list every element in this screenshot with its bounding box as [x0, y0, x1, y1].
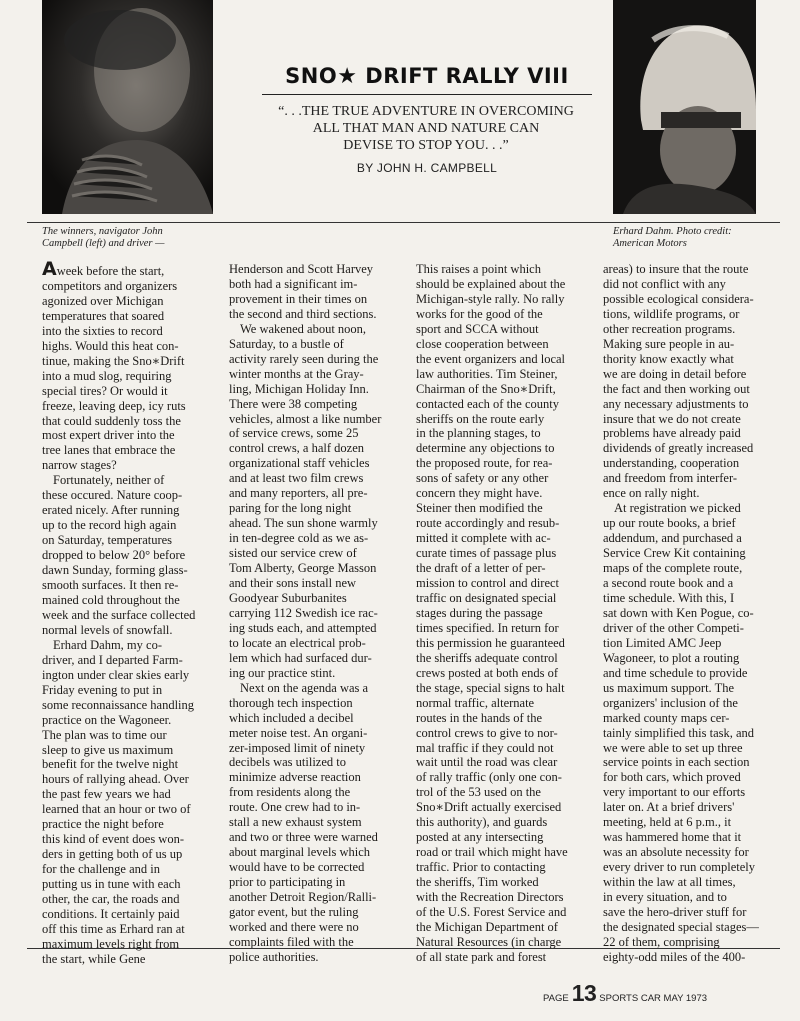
text-line: of the U.S. Forest Service and	[416, 904, 567, 919]
text-line: we were able to set up three	[603, 740, 743, 755]
text-line: mal traffic if they could not	[416, 740, 554, 755]
text-line: the past few years we had	[42, 787, 171, 802]
text-line: sisted our service crew of	[229, 546, 357, 561]
text-line: from residents along the	[229, 785, 351, 800]
text-line: time schedule. With this, I	[603, 590, 735, 605]
text-line: Service Crew Kit containing	[603, 546, 746, 561]
text-line: up our route books, a brief	[603, 516, 736, 531]
paragraph	[229, 262, 403, 322]
text-line: The plan was to time our	[42, 727, 167, 742]
text-line: on Saturday, temperatures	[42, 533, 173, 548]
text-line: sleep to give us maximum	[42, 742, 174, 757]
text-line: winter months at the Gray-	[229, 366, 364, 381]
text-line: tinue, making the Sno∗Drift	[42, 353, 185, 368]
bottom-divider	[27, 948, 780, 949]
text-line: the draft of a letter of per-	[416, 561, 546, 576]
text-line: week and the surface collected	[42, 607, 196, 622]
driver-photo	[613, 0, 756, 214]
text-line: into the sixties to record	[42, 323, 163, 338]
caption-line: Campbell (left) and driver —	[42, 238, 165, 249]
text-line: paring for the long night	[229, 501, 352, 516]
text-line: There were 38 competing	[229, 396, 358, 411]
text-line: highs. Would this heat con-	[42, 338, 179, 353]
text-line: any necessary adjustments to	[603, 396, 749, 411]
text-line: the sheriffs, Tim worked	[416, 875, 539, 890]
text-line: learned that an hour or two of	[42, 802, 191, 817]
text-line: addendum, and purchased a	[603, 531, 742, 546]
article-subtitle	[248, 103, 604, 154]
caption-line: Erhard Dahm. Photo credit:	[613, 226, 732, 237]
text-line: decibels was utilized to	[229, 755, 346, 770]
publication-info: SPORTS CAR MAY 1973	[599, 993, 708, 1004]
text-line: determine any objections to	[416, 441, 555, 456]
text-line: works for the good of the	[416, 306, 543, 321]
text-line: possible ecological considera-	[603, 291, 754, 306]
text-line: in every situation, and to	[603, 890, 727, 905]
text-line: law authorities. Tim Steiner,	[416, 366, 558, 381]
text-line: maximum levels right from	[42, 936, 180, 951]
text-line: smooth surfaces. It then re-	[42, 578, 179, 593]
text-line: putting us in tune with each	[42, 877, 181, 892]
text-line: meter noise test. An organi-	[229, 725, 368, 740]
text-line: the fact and then working out	[603, 381, 750, 396]
text-line: minimize adverse reaction	[229, 770, 361, 785]
text-line: conditions. It certainly paid	[42, 906, 180, 921]
text-line: the designated special stages—	[603, 919, 759, 934]
text-line: to locate an electrical prob-	[229, 635, 366, 650]
text-line: with the Recreation Directors	[416, 890, 564, 905]
text-line: later on. At a brief drivers'	[603, 800, 735, 815]
paragraph	[229, 322, 403, 681]
text-line: routes in the hands of the	[416, 710, 543, 725]
text-line: provement in their times on	[229, 291, 368, 306]
text-line: the start, while Gene	[42, 951, 146, 966]
article-body	[42, 258, 777, 967]
subtitle-line: DEVISE TO STOP YOU. . .”	[343, 138, 509, 153]
text-line: gator event, but the ruling	[229, 904, 359, 919]
title-part-left: SNO	[285, 64, 338, 88]
text-line: sat down with Ken Pogue, co-	[603, 605, 754, 620]
text-line: other recreation programs.	[603, 321, 736, 336]
text-line: ling, Michigan Holiday Inn.	[229, 381, 369, 396]
text-line: crews posted at both ends of	[416, 665, 558, 680]
text-line: Erhard Dahm, my co-	[53, 637, 162, 652]
subtitle-line: ALL THAT MAN AND NATURE CAN	[312, 121, 540, 136]
text-line: Chairman of the Sno∗Drift,	[416, 381, 556, 396]
text-line: Saturday, to a bustle of	[229, 336, 344, 351]
text-line: stall a new exhaust system	[229, 815, 362, 830]
text-line: benefit for the twelve night	[42, 757, 179, 772]
article-title	[262, 64, 592, 89]
text-line: both had a significant im-	[229, 276, 358, 291]
text-line: Tom Alberty, George Masson	[229, 561, 377, 576]
text-line: normal traffic, alternate	[416, 695, 535, 710]
text-line: Michigan-style rally. No rally	[416, 291, 565, 306]
text-line: the sheriffs adequate control	[416, 650, 558, 665]
text-line: very important to our efforts	[603, 785, 746, 800]
text-line: these occured. Nature coop-	[42, 488, 183, 503]
text-column-3	[416, 262, 590, 967]
text-line: of rally traffic (only one con-	[416, 770, 562, 785]
text-line: Sno∗Drift actually exercised	[416, 800, 562, 815]
star-icon: ★	[337, 64, 358, 89]
text-line: some reconnaissance handling	[42, 697, 195, 712]
text-line: areas) to insure that the route	[603, 262, 749, 276]
title-divider	[262, 94, 592, 95]
text-line: sons of safety or any other	[416, 471, 549, 486]
text-line: this kind of event does won-	[42, 832, 184, 847]
text-line: was an absolute necessity for	[603, 845, 749, 860]
text-line: driver of the other Competi-	[603, 620, 744, 635]
text-line: contacted each of the county	[416, 396, 559, 411]
paragraph	[416, 262, 590, 965]
text-line: meeting, held at 6 p.m., it	[603, 815, 732, 830]
winners-photo	[42, 0, 213, 214]
text-line: ence on rally night.	[603, 486, 700, 501]
text-line: This raises a point which	[416, 262, 541, 276]
text-line: road or trail which might have	[416, 845, 568, 860]
text-line: concern they might have.	[416, 486, 543, 501]
text-line: mitted it complete with ac-	[416, 531, 551, 546]
text-line: competitors and organizers	[42, 278, 178, 293]
text-line: trol of the 53 used on the	[416, 785, 541, 800]
text-line: this permission he guaranteed	[416, 635, 565, 650]
text-line: Steiner then modified the	[416, 501, 543, 516]
text-line: narrow stages?	[42, 458, 117, 473]
text-line: activity rarely seen during the	[229, 351, 379, 366]
text-line: thority know exactly what	[603, 351, 734, 366]
paragraph	[42, 638, 216, 967]
text-line: tion Limited AMC Jeep	[603, 635, 722, 650]
text-line: sport and SCCA without	[416, 321, 539, 336]
text-line: wait until the road was clear	[416, 755, 558, 770]
text-line: would have to be corrected	[229, 860, 365, 875]
page-footer	[543, 980, 773, 1006]
text-line: close cooperation between	[416, 336, 549, 351]
paragraph	[603, 501, 777, 965]
text-line: prior to participating in	[229, 875, 346, 890]
text-line: police authorities.	[229, 949, 319, 964]
text-line: should be explained about the	[416, 276, 566, 291]
text-line: and time schedule to provide	[603, 665, 748, 680]
text-line: vehicles, almost a like number	[229, 411, 382, 426]
page-label: PAGE	[543, 993, 569, 1004]
text-line: organizers' inclusion of the	[603, 695, 738, 710]
text-line: practice on the Wagoneer.	[42, 712, 172, 727]
text-line: curate times of passage plus	[416, 546, 557, 561]
text-line: this authority), and guards	[416, 815, 548, 830]
text-line: problems have already paid	[603, 426, 741, 441]
text-line: worked and there were no	[229, 919, 359, 934]
text-line: the event organizers and local	[416, 351, 566, 366]
text-column-2	[229, 262, 403, 967]
text-line: the proposed route, for rea-	[416, 456, 553, 471]
text-line: another Detroit Region/Ralli-	[229, 890, 377, 905]
text-line: Natural Resources (in charge	[416, 934, 562, 949]
text-line: Fortunately, neither of	[53, 473, 165, 488]
text-line: hours of rallying ahead. Over	[42, 772, 189, 787]
text-line: marked county maps cer-	[603, 710, 730, 725]
text-line: which included a decibel	[229, 710, 354, 725]
text-line: in ten-degree cold as we as-	[229, 531, 369, 546]
text-line: for both cars, which proved	[603, 770, 741, 785]
text-line: mained cold throughout the	[42, 592, 180, 607]
text-line: complaints filed with the	[229, 934, 354, 949]
text-line: lem which had surfaced dur-	[229, 650, 372, 665]
text-line: mission to control and direct	[416, 576, 560, 591]
text-line: of all state park and forest	[416, 949, 547, 964]
text-line: carrying 112 Swedish ice rac-	[229, 605, 378, 620]
text-line: understanding, cooperation	[603, 456, 740, 471]
text-line: every driver to run completely	[603, 860, 756, 875]
text-line: and many reporters, all pre-	[229, 486, 368, 501]
text-line: insure that we do not create	[603, 411, 741, 426]
text-line: route. One crew had to in-	[229, 800, 361, 815]
portrait-photo-icon	[42, 0, 213, 214]
text-line: week before the start,	[56, 264, 165, 278]
text-line: the Michigan Department of	[416, 919, 558, 934]
text-line: Wagoneer, to plot a routing	[603, 650, 740, 665]
text-line: stages during the passage	[416, 605, 543, 620]
text-line: erated nicely. After running	[42, 503, 180, 518]
text-line: ington under clear skies early	[42, 667, 190, 682]
text-line: within the law at all times,	[603, 875, 736, 890]
text-line: and freedom from interfer-	[603, 471, 738, 486]
top-divider	[27, 222, 780, 223]
caption-line: American Motors	[613, 238, 687, 249]
text-line: tainly simplified this task, and	[603, 725, 755, 740]
title-part-right: DRIFT RALLY VIII	[365, 64, 569, 88]
text-line: control crews to give to nor-	[416, 725, 558, 740]
text-line: and at least two film crews	[229, 471, 364, 486]
text-line: tree lanes that embrace the	[42, 443, 176, 458]
text-line: in the planning stages, to	[416, 426, 541, 441]
text-line: organizational staff vehicles	[229, 456, 370, 471]
text-line: into a mud slog, requiring	[42, 368, 172, 383]
drop-cap: A	[42, 258, 57, 280]
caption-line: The winners, navigator John	[42, 226, 163, 237]
text-line: a second route book and a	[603, 576, 734, 591]
byline: BY JOHN H. CAMPBELL	[356, 161, 498, 175]
text-line: special tires? Or would it	[42, 383, 168, 398]
text-line: dawn Sunday, forming glass-	[42, 563, 188, 578]
text-line: dividends of greatly increased	[603, 441, 754, 456]
winners-caption	[42, 226, 217, 250]
text-line: control crews, a half dozen	[229, 441, 365, 456]
text-line: driver, and I departed Farm-	[42, 652, 183, 667]
text-line: We wakened about noon,	[240, 321, 367, 336]
text-line: 22 of them, comprising	[603, 934, 720, 949]
subtitle-line: “. . .THE TRUE ADVENTURE IN OVERCOMING	[278, 104, 574, 119]
text-line: of service crews, some 25	[229, 426, 359, 441]
text-line: thorough tech inspection	[229, 695, 353, 710]
driver-caption	[613, 226, 773, 250]
text-line: was hammered home that it	[603, 830, 742, 845]
text-line: dropped to below 20° before	[42, 548, 186, 563]
text-line: practice the night before	[42, 817, 164, 832]
text-line: most expert driver into the	[42, 428, 175, 443]
text-line: service points in each section	[603, 755, 750, 770]
paragraph	[42, 258, 216, 473]
text-line: traffic on designated special	[416, 590, 557, 605]
text-line: normal levels of snowfall.	[42, 622, 173, 637]
text-line: and their sons install new	[229, 576, 357, 591]
text-line: other, the car, the roads and	[42, 892, 180, 907]
text-line: Next on the agenda was a	[240, 680, 369, 695]
text-line: Friday evening to put in	[42, 682, 163, 697]
text-line: for the challenge and in	[42, 862, 161, 877]
text-line: temperatures that soared	[42, 308, 165, 323]
text-line: posted at any intersecting	[416, 830, 544, 845]
text-line: we are doing in detail before	[603, 366, 747, 381]
text-line: freeze, leaving deep, icy ruts	[42, 398, 186, 413]
text-line: Making sure people in au-	[603, 336, 735, 351]
text-line: ing studs each, and attempted	[229, 620, 377, 635]
text-line: route accordingly and resub-	[416, 516, 560, 531]
text-column-1	[42, 258, 216, 967]
text-line: the second and third sections.	[229, 306, 377, 321]
text-line: eighty-odd miles of the 400-	[603, 949, 746, 964]
text-line: Goodyear Suburbanites	[229, 590, 347, 605]
text-line: ing our practice stint.	[229, 665, 336, 680]
text-line: traffic. Prior to contacting	[416, 860, 546, 875]
text-line: times specified. In return for	[416, 620, 559, 635]
text-line: sheriffs on the route early	[416, 411, 545, 426]
text-line: the stage, special signs to halt	[416, 680, 565, 695]
text-line: At registration we picked	[614, 501, 741, 516]
paragraph	[603, 262, 777, 501]
paragraph	[42, 473, 216, 637]
helmet-portrait-photo-icon	[613, 0, 756, 214]
text-line: save the hero-driver stuff for	[603, 904, 747, 919]
text-line: off this time as Erhard ran at	[42, 921, 185, 936]
text-line: agonized over Michigan	[42, 293, 164, 308]
text-line: did not conflict with any	[603, 276, 726, 291]
text-column-4	[603, 262, 777, 967]
text-line: Henderson and Scott Harvey	[229, 262, 374, 276]
page-number: 13	[571, 980, 597, 1006]
paragraph	[229, 681, 403, 965]
text-line: us maximum support. The	[603, 680, 735, 695]
text-line: zer-imposed limit of ninety	[229, 740, 366, 755]
text-line: ders in getting both of us up	[42, 847, 183, 862]
text-line: about marginal levels which	[229, 845, 371, 860]
text-line: tions, wildlife programs, or	[603, 306, 740, 321]
text-line: that could suddenly toss the	[42, 413, 181, 428]
text-line: and two or three were warned	[229, 830, 378, 845]
text-line: ahead. The sun shone warmly	[229, 516, 378, 531]
text-line: maps of the complete route,	[603, 561, 743, 576]
text-line: up to the record high again	[42, 518, 177, 533]
